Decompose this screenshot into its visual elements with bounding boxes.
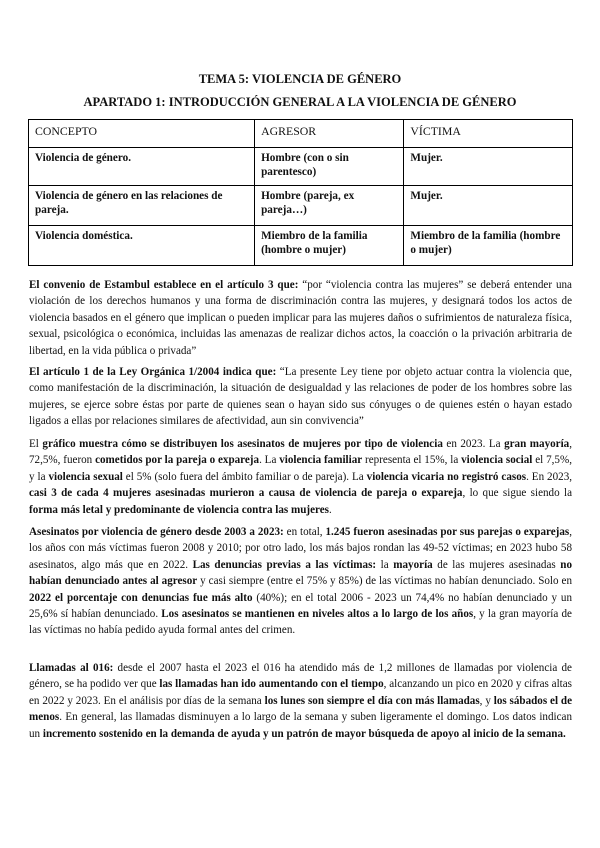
bold-text-run: forma más letal y predominante de violencia contra las mujeres — [29, 503, 330, 516]
text-run: el 7,5%, y la — [29, 454, 572, 483]
table-row — [29, 148, 573, 186]
text-run: , lo que sigue siendo la — [462, 487, 572, 500]
table-header-row — [29, 120, 573, 148]
bold-text-run: los sábados el de menos — [29, 694, 573, 724]
bold-text-run: 1.245 fueron asesinadas por sus parejas o exparejas — [325, 526, 570, 538]
text-run: en total, — [283, 526, 326, 538]
cell-concepto: Violencia doméstica. — [29, 226, 255, 266]
text-run: , alcanzando un pico en 2020 y cifras altas en 2022 y 2023. En el análisis por días de la semana — [29, 678, 572, 707]
bold-text-run: Llamadas al 016: — [29, 662, 114, 674]
text-run: El — [29, 438, 43, 450]
text-run: el 5% (solo fuera del ámbito familiar o de pareja). La — [122, 470, 367, 483]
bold-text-run: cometidos por la pareja o expareja — [95, 454, 260, 467]
text-run: . — [329, 503, 332, 516]
header-agresor: AGRESOR — [255, 120, 404, 148]
text-run: . En 2023, — [526, 470, 573, 483]
section-subtitle: APARTADO 1: INTRODUCCIÓN GENERAL A LA VIOLENCIA DE GÉNERO — [83, 95, 517, 109]
header-concepto: CONCEPTO — [29, 120, 255, 148]
cell-victima: Miembro de la familia (hombre o mujer) — [404, 226, 573, 266]
paragraph-grafico-asesinatos — [29, 436, 572, 518]
text-run: (40%); en el total 2006 - 2023 un 74,4% no habían denunciado y un 25,6% sí habían denunciado. — [29, 591, 572, 621]
text-run: “por “violencia contra las mujeres” se deberá entender una violación de los derechos humanos y una forma de discriminación contra las mujeres, y designará todos los actos de violencia basados en el género que implican o pueden implicar para las mujeres daños o sufrimientos de naturaleza física, sexual, psicológica o económica, incluidas las amenazas de realizar dichos actos, la coacción o la privación arbitraria de libertad, en la vida pública o privada” — [29, 279, 572, 357]
bold-text-run: gráfico muestra cómo se distribuyen los asesinatos de mujeres por tipo de violencia — [42, 438, 443, 450]
bold-text-run: gran mayoría — [504, 438, 570, 450]
bold-text-run: casi 3 de cada 4 mujeres asesinadas murieron a causa de violencia de pareja o expareja — [29, 487, 463, 500]
cell-concepto: Violencia de género en las relaciones de pareja. — [29, 186, 255, 226]
text-run: , los años con más víctimas fueron 2008 y 2010; por otro lado, los más bajos rondan las 49-52 víctimas; en 2023 hubo 58 asesinatos, algo más que en 2022. — [29, 526, 572, 571]
bold-text-run: los lunes son siempre el día con más llamadas — [264, 694, 480, 707]
cell-victima: Mujer. — [404, 148, 573, 186]
text-run: , y la gran mayoría de las víctimas no había pedido ayuda formal antes del crimen. — [29, 608, 572, 637]
cell-victima: Mujer. — [404, 186, 573, 226]
bold-text-run: violencia familiar — [279, 454, 363, 467]
table-row — [29, 186, 573, 226]
text-run: , y — [479, 694, 494, 707]
bold-text-run: Las denuncias previas a las víctimas: — [192, 558, 377, 571]
bold-text-run: las llamadas han ido aumentando con el tiempo — [159, 678, 384, 691]
cell-concepto: Violencia de género. — [29, 148, 255, 186]
cell-agresor: Hombre (pareja, ex pareja…) — [255, 186, 404, 226]
text-run: , 72,5%, fueron — [29, 438, 572, 467]
text-run: desde el 2007 hasta el 2023 el 016 ha atendido más de 1,2 millones de llamadas por violencia de género, se ha podido ver que — [29, 662, 572, 691]
bold-text-run: 2022 el porcentaje con denuncias fue más alto — [29, 591, 253, 604]
bold-text-run: no habían denunciado antes al agresor — [29, 558, 572, 588]
bold-text-run: violencia sexual — [48, 470, 123, 483]
bold-text-run: El convenio de Estambul establece en el artículo 3 que: — [29, 279, 299, 291]
paragraph-asesinatos-2003-2023 — [29, 524, 572, 639]
text-run: en 2023. La — [442, 438, 505, 450]
header-victima: VÍCTIMA — [404, 120, 573, 148]
violence-concepts-table — [28, 119, 573, 266]
paragraph-llamadas-016 — [29, 660, 572, 742]
paragraph-convenio-estambul — [29, 277, 572, 359]
bold-text-run: violencia social — [461, 454, 533, 467]
cell-agresor: Hombre (con o sin parentesco) — [255, 148, 404, 186]
text-run: de las mujeres asesinadas — [432, 558, 561, 571]
bold-text-run: mayoría — [393, 558, 433, 571]
text-run: representa el 15%, la — [362, 454, 462, 467]
bold-text-run: El artículo 1 de la Ley Orgánica 1/2004 indica que: — [29, 366, 277, 378]
text-run: “La presente Ley tiene por objeto actuar contra la violencia que, como manifestación de la discriminación, la situación de desigualdad y las relaciones de poder de los hombres sobre las mujeres, se ejerce sobre éstas por parte de quienes sean o hayan sido sus cónyuges o de quienes estén o hayan estado ligados a ellas por relaciones similares de afectividad, aun sin convivencia” — [29, 366, 573, 428]
bold-text-run: Asesinatos por violencia de género desde 2003 a 2023: — [29, 526, 284, 538]
text-run: . En general, las llamadas disminuyen a lo largo de la semana y suben ligeramente el domingo. Los datos indican un — [29, 711, 572, 740]
text-run: . La — [259, 454, 280, 467]
bold-text-run: Los asesinatos se mantienen en niveles altos a lo largo de los años — [161, 608, 474, 621]
bold-text-run: violencia vicaria no registró casos — [366, 470, 527, 483]
document-title: TEMA 5: VIOLENCIA DE GÉNERO — [198, 72, 402, 86]
paragraph-ley-organica — [29, 364, 572, 430]
text-run: la — [376, 558, 394, 571]
cell-agresor: Miembro de la familia (hombre o mujer) — [255, 226, 404, 266]
bold-text-run: incremento sostenido en la demanda de ayuda y un patrón de mayor búsqueda de apoyo al inicio de la semana. — [42, 727, 566, 740]
table-row — [29, 226, 573, 266]
text-run: y casi siempre (entre el 75% y 85%) de las víctimas no habían denunciado. Solo en — [197, 575, 572, 588]
